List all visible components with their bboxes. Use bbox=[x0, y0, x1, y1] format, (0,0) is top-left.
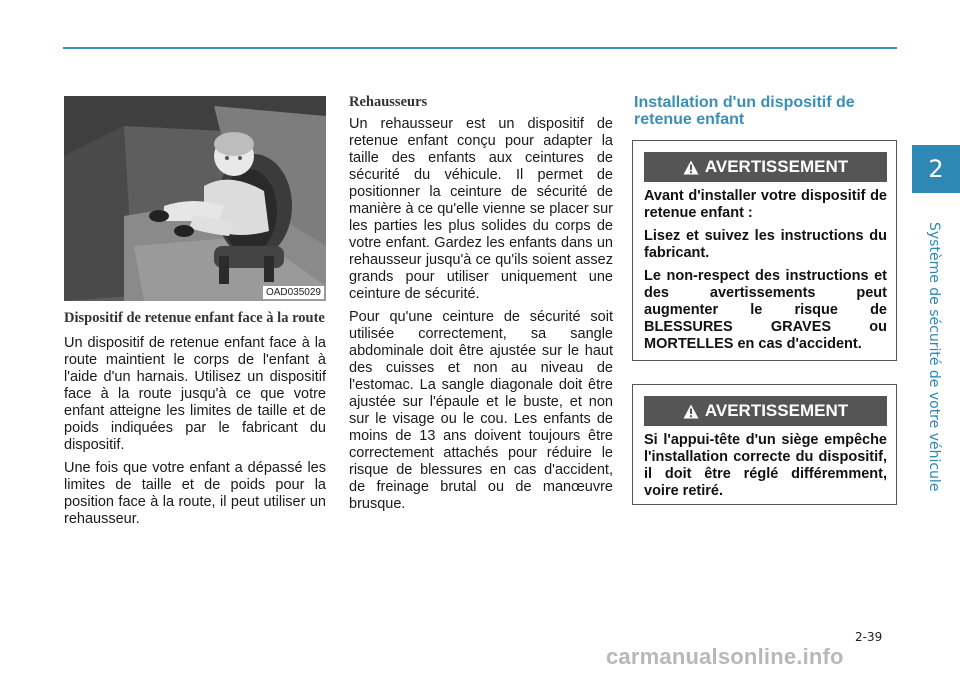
section-heading: Rehausseurs bbox=[349, 94, 428, 110]
warning-text: Si l'appui-tête d'un siège empêche l'installation correcte du dispositif, il doit être réglé différemment, voire retiré. bbox=[644, 432, 887, 499]
child-seat-photo bbox=[64, 96, 326, 301]
warning-text: Avant d'installer votre dispositif de retenue enfant : bbox=[644, 188, 887, 221]
warning-header bbox=[644, 396, 887, 426]
warning-triangle-icon bbox=[683, 404, 699, 419]
warning-label: AVERTISSEMENT bbox=[704, 157, 849, 176]
paragraph: Une fois que votre enfant a dépassé les limites de taille et de poids pour la position face à la route, il peut utiliser un rehausseur. bbox=[64, 460, 326, 527]
column-forward-facing bbox=[64, 310, 326, 528]
section-title: Installation d'un dispositif de retenue enfant bbox=[634, 94, 855, 128]
warning-box bbox=[632, 384, 897, 505]
figure-code: OAD035029 bbox=[263, 286, 324, 299]
chapter-side-title bbox=[922, 222, 946, 492]
warning-label: AVERTISSEMENT bbox=[704, 401, 849, 420]
chapter-tab bbox=[912, 145, 960, 193]
warning-body bbox=[644, 188, 887, 353]
top-rule bbox=[63, 47, 897, 49]
warning-text: Le non-respect des instructions et des avertissements peut augmenter le risque de BLESSURES GRAVES ou MORTELLES en cas d'accident. bbox=[644, 268, 887, 352]
chapter-title: Système de sécurité de votre véhicule bbox=[926, 222, 942, 492]
child-seat-illustration bbox=[64, 96, 326, 301]
warning-body bbox=[644, 432, 887, 500]
page-number: 2-39 bbox=[855, 630, 883, 644]
column-booster-seats bbox=[349, 94, 613, 513]
paragraph: Un dispositif de retenue enfant face à la route maintient le corps de l'enfant à l'aide d'un harnais. Utilisez un dispositif face à la route jusqu'à ce que votre enfant atteigne les limites de taille et de poids indiquées par le fabricant du dispositif. bbox=[64, 335, 326, 453]
warning-triangle-icon bbox=[683, 160, 699, 175]
chapter-number: 2 bbox=[928, 155, 944, 183]
watermark: carmanualsonline.info bbox=[606, 644, 844, 669]
paragraph: Un rehausseur est un dispositif de retenue enfant conçu pour adapter la taille des enfants aux ceintures de sécurité du véhicule. Il permet de positionner la ceinture de sécurité de manière à ce qu'elle vienne se placer sur les parties les plus solides du corps de votre enfant. Gardez les enfants dans un rehausseur jusqu'à ce qu'ils soient assez grands pour utiliser uniquement une ceinture de sécurité. bbox=[349, 116, 613, 302]
warning-text: Lisez et suivez les instructions du fabricant. bbox=[644, 228, 887, 261]
warning-box bbox=[632, 140, 897, 361]
warning-header bbox=[644, 152, 887, 182]
paragraph: Pour qu'une ceinture de sécurité soit utilisée correctement, sa sangle abdominale doit être ajustée sur le haut des cuisses et non au niveau de l'estomac. La sangle diagonale doit être ajustée sur l'épaule et le buste, et non sur le visage ou le cou. Les enfants de moins de 13 ans doivent toujours être correctement attachés pour réduire le risque de blessures en cas d'accident, de freinage brutal ou de manœuvre brusque. bbox=[349, 309, 613, 512]
section-heading: Dispositif de retenue enfant face à la route bbox=[64, 310, 325, 326]
